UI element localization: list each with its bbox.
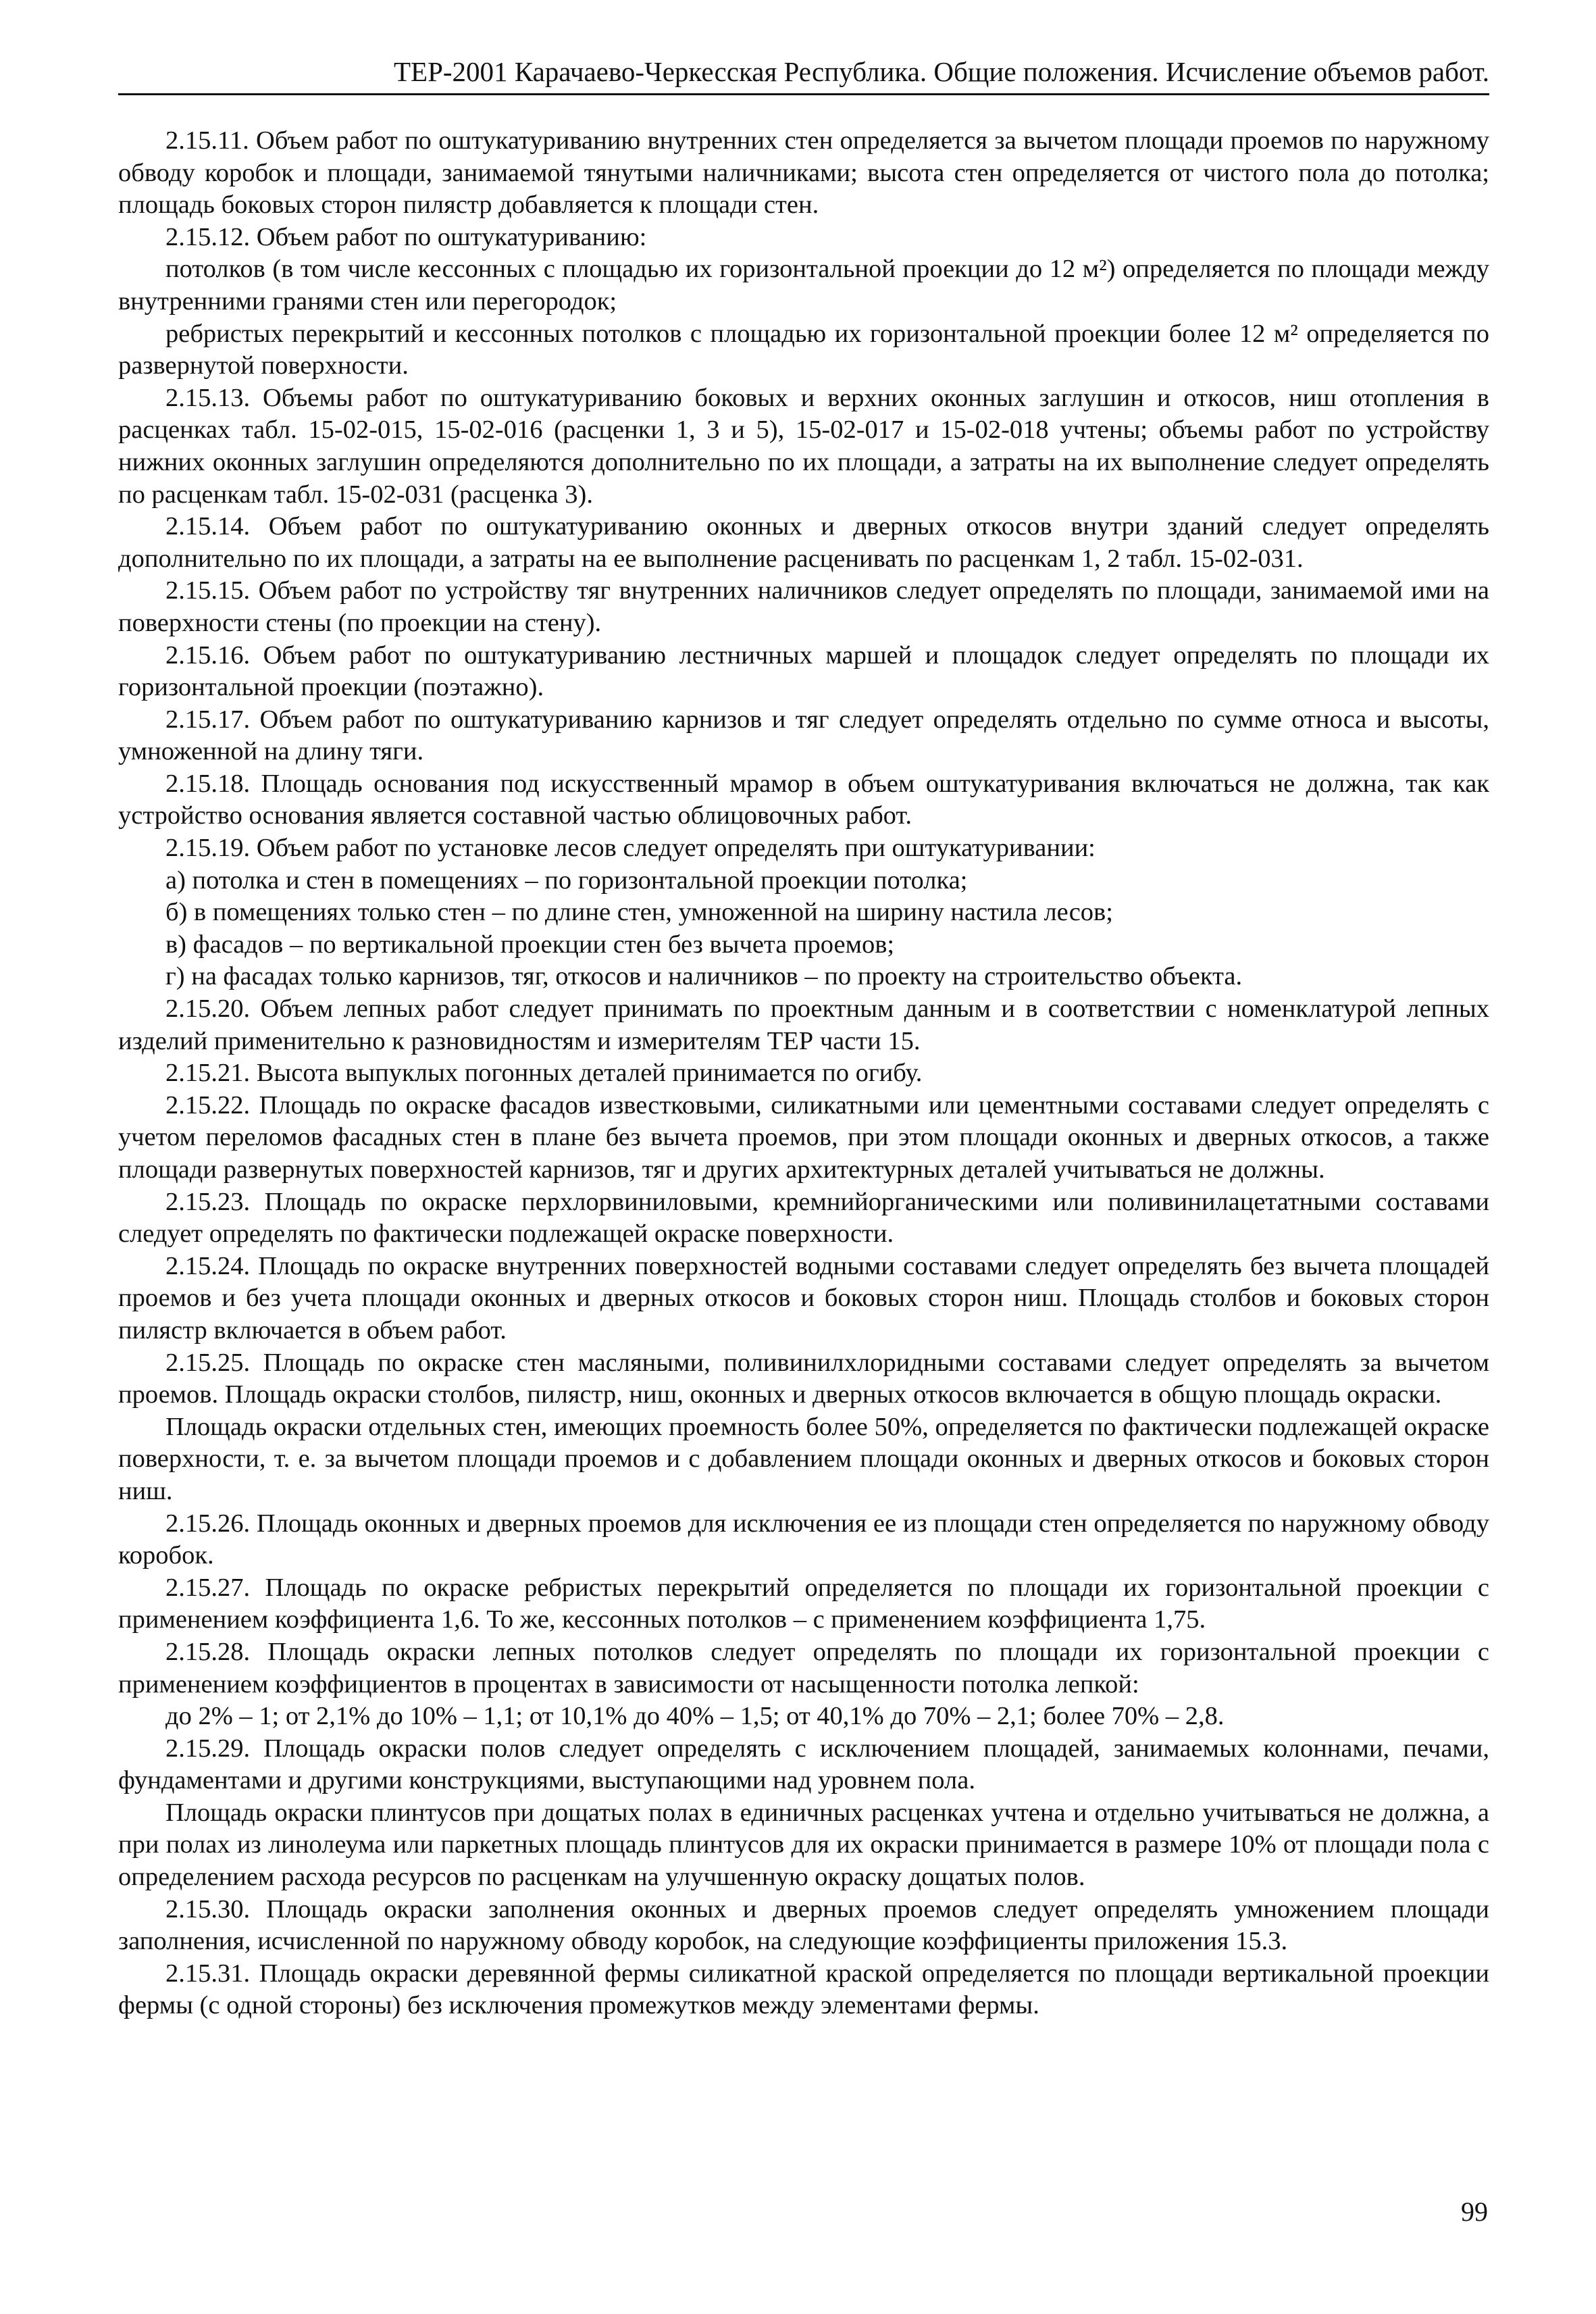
paragraph: 2.15.14. Объем работ по оштукатуриванию оконных и дверных откосов внутри зданий следует определять дополнительно по их площади, а затраты на ее выполнение расценивать по расценкам 1, 2 табл. 15-02-031. xyxy=(118,512,1489,573)
list-item: г) на фасадах только карнизов, тяг, откосов и наличников – по проекту на строительство объекта. xyxy=(165,962,1243,991)
paragraph: 2.15.26. Площадь оконных и дверных проемов для исключения ее из площади стен определяется по наружному обводу коробок. xyxy=(118,1509,1489,1570)
paragraph: 2.15.24. Площадь по окраске внутренних поверхностей водными составами следует определять без вычета площадей проемов и без учета площади оконных и дверных откосов и боковых сторон ниш. Площадь столбов и боковых сторон пилястр включается в объем работ. xyxy=(118,1251,1489,1344)
paragraph: 2.15.16. Объем работ по оштукатуриванию лестничных маршей и площадок следует определять по площади их горизонтальной проекции (поэтажно). xyxy=(118,640,1489,702)
paragraph: 2.15.29. Площадь окраски полов следует определять с исключением площадей, занимаемых колоннами, печами, фундаментами и другими конструкциями, выступающими над уровнем пола. xyxy=(118,1734,1489,1795)
paragraph: 2.15.27. Площадь по окраске ребристых перекрытий определяется по площади их горизонтальной проекции с применением коэффициента 1,6. То же, кессонных потолков – с применением коэффициента 1,75. xyxy=(118,1573,1489,1634)
paragraph: ребристых перекрытий и кессонных потолков с площадью их горизонтальной проекции более 12 м² определяется по развернутой поверхности. xyxy=(118,319,1489,380)
paragraph: 2.15.17. Объем работ по оштукатуриванию карнизов и тяг следует определять отдельно по сумме относа и высоты, умноженной на длину тяги. xyxy=(118,705,1489,766)
paragraph: Площадь окраски плинтусов при дощатых полах в единичных расценках учтена и отдельно учитываться не должна, а при полах из линолеума или паркетных площадь плинтусов для их окраски принимается в размере 10% от площади пола с определением расхода ресурсов по расценкам на улучшенную окраску дощатых полов. xyxy=(118,1798,1489,1892)
paragraph: 2.15.11. Объем работ по оштукатуриванию внутренних стен определяется за вычетом площади проемов по наружному обводу коробок и площади, занимаемой тянутыми наличниками; высота стен определяется от чистого пола до потолка; площадь боковых сторон пилястр добавляется к площади стен. xyxy=(118,126,1489,220)
paragraph: 2.15.23. Площадь по окраске перхлорвиниловыми, кремнийорганическими или поливинилацетатными составами следует определять по фактически подлежащей окраске поверхности. xyxy=(118,1187,1489,1249)
paragraph: 2.15.13. Объемы работ по оштукатуриванию боковых и верхних оконных заглушин и откосов, ниш отопления в расценках табл. 15-02-015, 15-02-016 (расценки 1, 3 и 5), 15-02-017 и 15-02-018 учтены; объемы работ по устройству нижних оконных заглушин определяются дополнительно по их площади, а затраты на их выполнение следует определять по расценкам табл. 15-02-031 (расценка 3). xyxy=(118,383,1489,509)
document-page xyxy=(118,54,1489,2022)
document-body xyxy=(118,125,1489,2022)
paragraph: потолков (в том числе кессонных с площадью их горизонтальной проекции до 12 м²) определяется по площади между внутренними гранями стен или перегородок; xyxy=(118,255,1489,316)
paragraph: 2.15.21. Высота выпуклых погонных деталей принимается по огибу. xyxy=(165,1059,923,1088)
page-number: 99 xyxy=(1461,2196,1488,2227)
paragraph: 2.15.28. Площадь окраски лепных потолков следует определять по площади их горизонтальной проекции с применением коэффициентов в процентах в зависимости от насыщенности потолка лепкой: xyxy=(118,1637,1489,1699)
paragraph: 2.15.30. Площадь окраски заполнения оконных и дверных проемов следует определять умножением площади заполнения, исчисленной по наружному обводу коробок, на следующие коэффициенты приложения 15.3. xyxy=(118,1894,1489,1956)
list-item: б) в помещениях только стен – по длине стен, умноженной на ширину настила лесов; xyxy=(165,898,1113,927)
paragraph: Площадь окраски отдельных стен, имеющих проемность более 50%, определяется по фактически подлежащей окраске поверхности, т. е. за вычетом площади проемов и с добавлением площади оконных и дверных откосов и боковых сторон ниш. xyxy=(118,1412,1489,1505)
paragraph: 2.15.31. Площадь окраски деревянной фермы силикатной краской определяется по площади вертикальной проекции фермы (с одной стороны) без исключения промежутков между элементами фермы. xyxy=(118,1959,1489,2020)
paragraph: 2.15.20. Объем лепных работ следует принимать по проектным данным и в соответствии с номенклатурой лепных изделий применительно к разновидностям и измерителям ТЕР части 15. xyxy=(118,995,1489,1055)
paragraph: 2.15.18. Площадь основания под искусственный мрамор в объем оштукатуривания включаться не должна, так как устройство основания является составной частью облицовочных работ. xyxy=(118,769,1489,830)
paragraph: 2.15.25. Площадь по окраске стен масляными, поливинилхлоридными составами следует определять за вычетом проемов. Площадь окраски столбов, пилястр, ниш, оконных и дверных откосов включается в общую площадь окраски. xyxy=(118,1348,1489,1409)
list-item: а) потолка и стен в помещениях – по горизонтальной проекции потолка; xyxy=(165,865,968,895)
paragraph: 2.15.15. Объем работ по устройству тяг внутренних наличников следует определять по площади, занимаемой ими на поверхности стены (по проекции на стену). xyxy=(118,576,1489,637)
paragraph: 2.15.22. Площадь по окраске фасадов известковыми, силикатными или цементными составами следует определять с учетом переломов фасадных стен в плане без вычета проемов, при этом площади оконных и дверных откосов, а также площади развернутых поверхностей карнизов, тяг и других архитектурных деталей учитываться не должны. xyxy=(118,1090,1489,1184)
running-header: ТЕР-2001 Карачаево-Черкесская Республика. Общие положения. Исчисление объемов работ. xyxy=(118,54,1489,95)
list-item: в) фасадов – по вертикальной проекции стен без вычета проемов; xyxy=(165,930,895,959)
paragraph: 2.15.19. Объем работ по установке лесов следует определять при оштукатуривании: xyxy=(165,834,1096,863)
coefficients-line: до 2% – 1; от 2,1% до 10% – 1,1; от 10,1% до 40% – 1,5; от 40,1% до 70% – 2,1; более 70% – 2,8. xyxy=(165,1702,1225,1731)
paragraph: 2.15.12. Объем работ по оштукатуриванию: xyxy=(165,222,647,251)
